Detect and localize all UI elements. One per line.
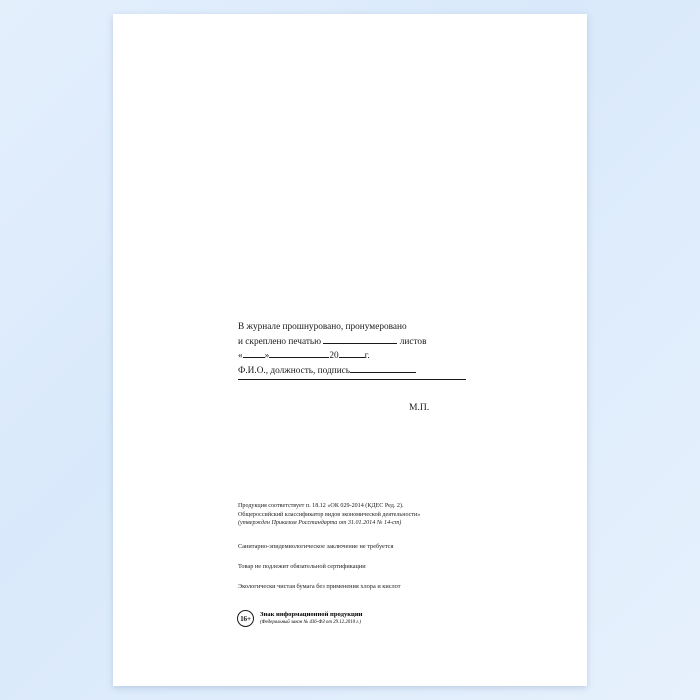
year-prefix: 20 xyxy=(329,351,339,362)
page-content xyxy=(113,14,587,686)
day-blank xyxy=(243,348,265,358)
seal-mark: М.П. xyxy=(409,402,430,413)
note-eco-paper: Экологически чистая бумага без применения хлора и кислот xyxy=(238,582,401,590)
year-blank xyxy=(339,348,365,358)
note-line-2: Общероссийский классификатор видов экономической деятельности» xyxy=(238,511,421,518)
note-line-3: (утвержден Приказом Росстандарта от 31.01.2014 № 14-ст) xyxy=(238,520,402,527)
certification-line-1-text: В журнале прошнуровано, пронумеровано xyxy=(238,322,407,332)
month-blank xyxy=(269,348,329,358)
age-rating-subtitle: (Федеральный закон № 436-ФЗ от 29.12.2010 г.) xyxy=(260,620,362,625)
document-page xyxy=(113,14,587,686)
certification-line-2-suffix: листов xyxy=(399,336,427,347)
quote-close: » xyxy=(264,351,270,362)
quote-open: « xyxy=(238,351,243,362)
age-rating-text xyxy=(260,611,362,626)
footer-notes xyxy=(238,502,498,591)
certification-line-2-text: и скреплено печатью xyxy=(238,336,322,347)
note-sanitary: Санитарно-эпидемиологическое заключение не требуется xyxy=(238,542,394,550)
sheets-count-blank xyxy=(323,334,397,344)
note-line-1: Продукция соответствует п. 18.12 «ОК 029-2014 (КДЕС Ред. 2). xyxy=(238,503,404,509)
age-rating-block xyxy=(237,610,362,627)
certification-line-1 xyxy=(238,321,468,334)
certification-line-4 xyxy=(238,363,468,378)
age-rating-title: Знак информационной продукции xyxy=(260,611,363,618)
certification-line-3 xyxy=(238,348,468,363)
certification-line-2 xyxy=(238,334,468,349)
note-certification: Товар не подлежит обязательной сертификации xyxy=(238,562,366,570)
signature-blank xyxy=(350,363,416,373)
year-suffix: г. xyxy=(364,351,370,362)
certification-underline xyxy=(238,378,466,380)
age-rating-icon: 16+ xyxy=(237,610,254,627)
certification-block xyxy=(238,321,468,380)
certification-line-4-text: Ф.И.О., должность, подпись xyxy=(238,365,351,376)
